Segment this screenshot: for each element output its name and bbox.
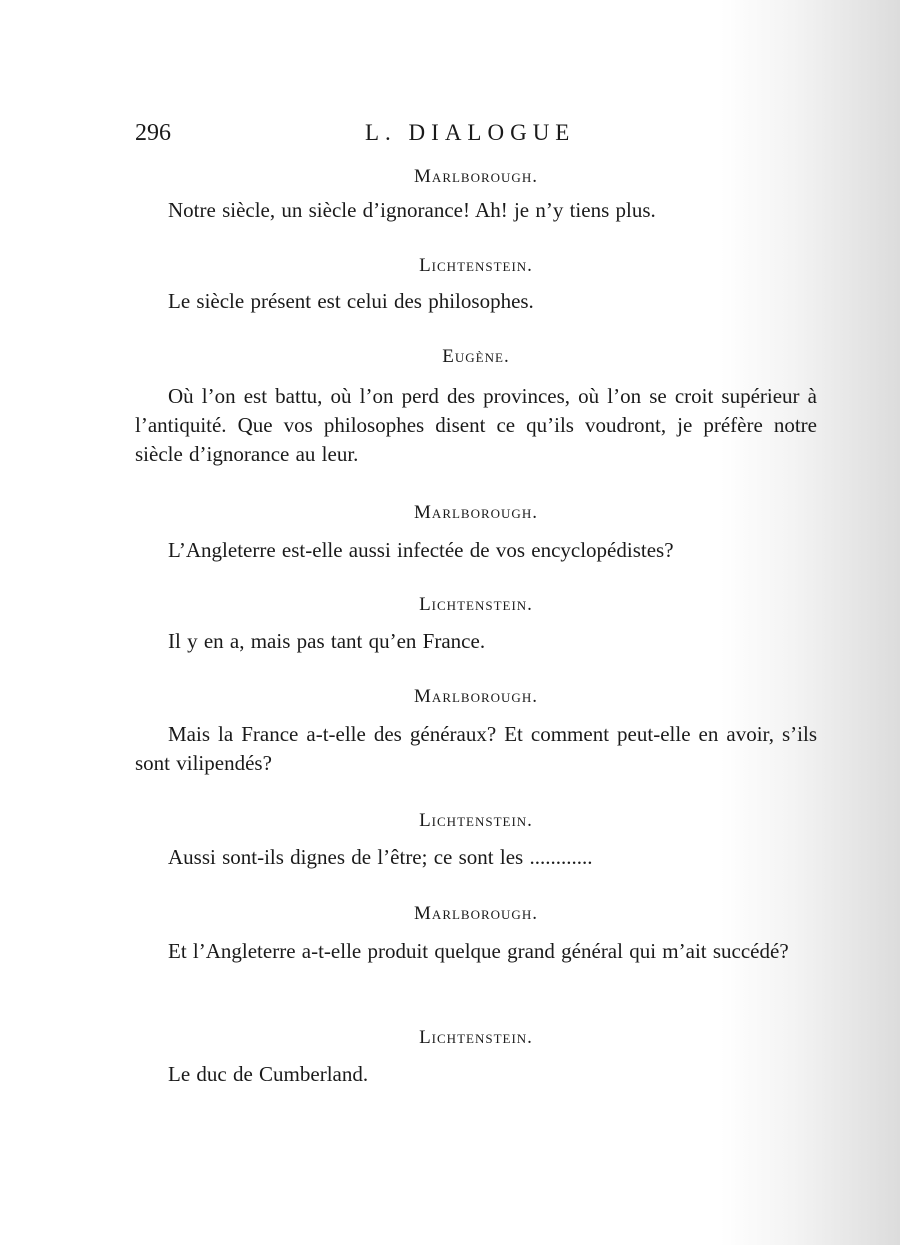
speech-text: Notre siècle, un siècle d’ignorance! Ah! je n’y tiens plus. — [168, 198, 656, 222]
speaker-name: Marlborough. — [414, 166, 538, 187]
speaker-name: Marlborough. — [414, 686, 538, 707]
page-header — [135, 118, 817, 152]
speaker-name: Lichtenstein. — [419, 255, 533, 276]
speech-text: Où l’on est battu, où l’on perd des provinces, où l’on se croit supérieur à l’antiquité. Que vos philosophes disent ce qu’ils voudront, je préfère notre siècle d’ignorance au leur. — [135, 384, 817, 466]
speaker-name: Eugène. — [442, 346, 510, 367]
speaker-name: Marlborough. — [414, 502, 538, 523]
running-title: L. DIALOGUE — [365, 120, 576, 145]
speaker-name: Marlborough. — [414, 903, 538, 924]
page-number: 296 — [135, 120, 171, 146]
speaker-name: Lichtenstein. — [419, 594, 533, 615]
speech-text: Mais la France a-t-elle des généraux? Et comment peut-elle en avoir, s’ils sont vilipendés? — [135, 722, 817, 775]
speech-text: Le siècle présent est celui des philosophes. — [168, 289, 534, 313]
speech-text: Il y en a, mais pas tant qu’en France. — [168, 629, 486, 653]
speaker-name: Lichtenstein. — [419, 1027, 533, 1048]
speaker-name: Lichtenstein. — [419, 810, 533, 831]
speech-text: Et l’Angleterre a-t-elle produit quelque grand général qui m’ait succédé? — [168, 939, 789, 963]
speech-text: Le duc de Cumberland. — [168, 1062, 369, 1086]
speech-text: L’Angleterre est-elle aussi infectée de vos encyclopédistes? — [168, 538, 674, 562]
speech-text: Aussi sont-ils dignes de l’être; ce sont les ............ — [168, 845, 593, 869]
